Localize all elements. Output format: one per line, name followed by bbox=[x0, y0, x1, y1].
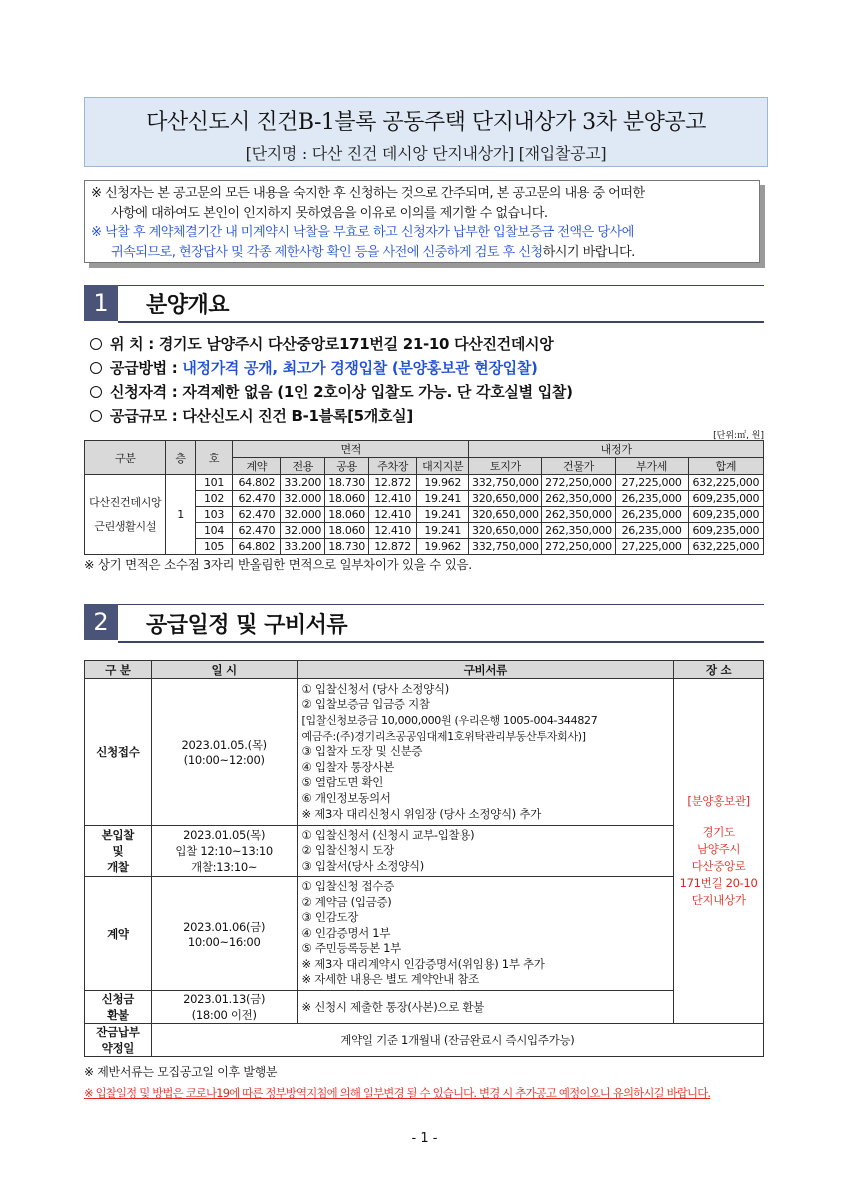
th-sub: 합계 bbox=[688, 458, 763, 475]
document-item: ② 입찰신청시 도장 bbox=[301, 843, 394, 858]
overview-label: 공급방법 bbox=[110, 359, 167, 377]
table-cell: 19.241 bbox=[417, 523, 469, 539]
gubun-cell bbox=[85, 475, 166, 555]
category-cell: 계약 bbox=[85, 877, 152, 991]
category-line: 및 bbox=[112, 844, 124, 858]
time-line: 개찰:13:10~ bbox=[191, 860, 258, 874]
table-cell: 19.962 bbox=[417, 475, 469, 491]
document-item: ※ 제3자 대리신청시 위임장 (당사 소정양식) 추가 bbox=[301, 806, 541, 821]
notice-line-2: 사항에 대하여도 본인이 인지하지 못하였음을 이유로 이의를 제기할 수 없습니다. bbox=[111, 205, 548, 221]
documents-cell bbox=[297, 679, 674, 826]
schedule-row bbox=[85, 991, 764, 1024]
table-cell: 101 bbox=[195, 475, 233, 491]
overview-value: 경기도 남양주시 다산중앙로171번길 21-10 다산진건데시앙 bbox=[158, 335, 554, 353]
table-cell: 632,225,000 bbox=[688, 475, 763, 491]
document-item: ⑥ 개인정보동의서 bbox=[301, 790, 391, 805]
th-sub: 토지가 bbox=[469, 458, 542, 475]
category-line: 잔금납부 bbox=[96, 1025, 140, 1039]
th-sub: 주차장 bbox=[369, 458, 417, 475]
table-cell: 62.470 bbox=[233, 507, 281, 523]
th-sub: 공용 bbox=[325, 458, 369, 475]
table-cell: 609,235,000 bbox=[688, 507, 763, 523]
title-box bbox=[84, 97, 768, 167]
table-cell: 104 bbox=[195, 523, 233, 539]
table-cell: 19.962 bbox=[417, 539, 469, 555]
document-item: ④ 인감증명서 1부 bbox=[301, 925, 391, 940]
th-gubun: 구분 bbox=[85, 441, 166, 475]
schedule-row bbox=[85, 877, 764, 991]
place-line: 경기도 bbox=[702, 825, 735, 839]
section-1-number: 1 bbox=[84, 285, 118, 321]
category-line: 약정일 bbox=[101, 1041, 135, 1055]
page-number: - 1 - bbox=[411, 1131, 438, 1146]
overview-sep: : bbox=[166, 407, 183, 425]
unit-label: [단위:㎡, 원] bbox=[713, 431, 764, 441]
th-price: 내정가 bbox=[469, 441, 764, 458]
overview-sep: : bbox=[166, 359, 183, 377]
section-1-underline bbox=[118, 321, 764, 323]
documents-note: ※ 제반서류는 모집공고일 이후 발행분 bbox=[84, 1065, 278, 1079]
place-line: 171번길 20-10 bbox=[679, 876, 758, 890]
document-item: ※ 자세한 내용은 별도 계약안내 참조 bbox=[301, 972, 479, 987]
table-cell: 332,750,000 bbox=[469, 475, 542, 491]
overview-sep: : bbox=[166, 383, 183, 401]
table-cell: 18.060 bbox=[325, 523, 369, 539]
table-cell: 19.241 bbox=[417, 507, 469, 523]
table-cell: 26,235,000 bbox=[615, 491, 688, 507]
th-area: 면적 bbox=[233, 441, 469, 458]
place-cell bbox=[674, 679, 764, 1024]
table-cell: 320,650,000 bbox=[469, 507, 542, 523]
merged-cell: 계약일 기준 1개월내 (잔금완료시 즉시입주가능) bbox=[151, 1024, 763, 1057]
category-line: 환불 bbox=[107, 1008, 129, 1022]
schedule-row bbox=[85, 1024, 764, 1057]
table-cell: 26,235,000 bbox=[615, 507, 688, 523]
table-cell: 62.470 bbox=[233, 523, 281, 539]
schedule-row bbox=[85, 679, 764, 826]
table-cell: 332,750,000 bbox=[469, 539, 542, 555]
document-item: ③ 입찰자 도장 및 신분증 bbox=[301, 744, 423, 759]
document-item: ※ 제3자 대리계약시 인감증명서(위임용) 1부 추가 bbox=[301, 956, 545, 971]
gubun-line-2: 근린생활시설 bbox=[94, 519, 157, 533]
document-item: 예금주:(주)경기리츠공공임대제1호위탁관리부동산투자회사)] bbox=[301, 729, 586, 743]
place-line: 다산중앙로 bbox=[691, 859, 746, 873]
table-cell: 18.060 bbox=[325, 507, 369, 523]
table-cell: 64.802 bbox=[233, 475, 281, 491]
document-item: ⑤ 열람도면 확인 bbox=[301, 775, 384, 790]
time-line: 10:00~16:00 bbox=[187, 934, 261, 949]
table-cell: 609,235,000 bbox=[688, 523, 763, 539]
th-sub: 건물가 bbox=[542, 458, 615, 475]
price-table bbox=[84, 440, 764, 555]
date-line: 2023.01.05(목) bbox=[183, 828, 266, 842]
document-item: ② 계약금 (입금증) bbox=[301, 894, 392, 909]
th-place: 장 소 bbox=[674, 661, 764, 679]
th-sub: 전용 bbox=[281, 458, 325, 475]
document-item: ③ 인감도장 bbox=[301, 910, 359, 925]
notice-box bbox=[84, 180, 760, 263]
table-cell: 272,250,000 bbox=[542, 539, 615, 555]
table-cell: 18.730 bbox=[325, 475, 369, 491]
section-2-underline bbox=[118, 641, 764, 643]
schedule-table bbox=[84, 660, 764, 1057]
category-cell bbox=[85, 826, 152, 877]
section-1-topline bbox=[118, 285, 764, 286]
table-cell: 12.410 bbox=[369, 523, 417, 539]
category-cell bbox=[85, 1024, 152, 1057]
notice-line-1: ※ 신청자는 본 공고문의 모든 내용을 숙지한 후 신청하는 것으로 간주되며, 본 공고문의 내용 중 어떠한 bbox=[91, 186, 645, 201]
page-subtitle: [단지명 : 다산 진건 데시앙 단지내상가] [재입찰공고] bbox=[245, 144, 607, 163]
table-cell: 262,350,000 bbox=[542, 507, 615, 523]
table-cell: 18.730 bbox=[325, 539, 369, 555]
category-line: 신청금 bbox=[101, 992, 135, 1006]
table-cell: 32.000 bbox=[281, 491, 325, 507]
th-datetime: 일 시 bbox=[151, 661, 297, 679]
datetime-cell bbox=[151, 991, 297, 1024]
datetime-cell bbox=[151, 877, 297, 991]
gubun-line-1: 다산진건데시앙 bbox=[89, 495, 162, 509]
table-cell: 320,650,000 bbox=[469, 491, 542, 507]
table-cell: 32.000 bbox=[281, 507, 325, 523]
documents-cell bbox=[297, 826, 674, 877]
section-2-title: 공급일정 및 구비서류 bbox=[146, 613, 348, 638]
table-row bbox=[85, 475, 764, 491]
table-cell: 27,225,000 bbox=[615, 475, 688, 491]
overview-sep: : bbox=[143, 335, 159, 353]
datetime-cell bbox=[151, 679, 297, 826]
document-item: ④ 입찰자 통장사본 bbox=[301, 759, 394, 774]
document-item: ① 입찰신청서 (당사 소정양식) bbox=[301, 681, 449, 696]
overview-qualification bbox=[90, 381, 573, 402]
overview-label: 공급규모 bbox=[110, 407, 167, 425]
schedule-row bbox=[85, 826, 764, 877]
th-category: 구 분 bbox=[85, 661, 152, 679]
document-item: [입찰신청보증금 10,000,000원 (우리은행 1005-004-344827 bbox=[301, 714, 598, 728]
table-cell: 33.200 bbox=[281, 475, 325, 491]
table-cell: 62.470 bbox=[233, 491, 281, 507]
overview-value: 내정가격 공개, 최고가 경쟁입찰 (분양홍보관 현장입찰) bbox=[182, 359, 538, 377]
overview-supply-method bbox=[90, 357, 538, 378]
category-line: 본입찰 bbox=[101, 828, 135, 842]
table-cell: 262,350,000 bbox=[542, 491, 615, 507]
overview-value: 다산신도시 진건 B-1블록[5개호실] bbox=[182, 407, 413, 425]
table-cell: 12.410 bbox=[369, 507, 417, 523]
notice-line-3: ※ 낙찰 후 계약체결기간 내 미계약시 낙찰을 무효로 하고 신청자가 납부한 입찰보증금 전액은 당사에 bbox=[91, 225, 634, 240]
place-line: 남양주시 bbox=[696, 842, 741, 856]
overview-scale bbox=[90, 405, 413, 426]
table-cell: 12.410 bbox=[369, 491, 417, 507]
th-sub: 대지지분 bbox=[417, 458, 469, 475]
th-sub: 계약 bbox=[233, 458, 281, 475]
time-line: (10:00~12:00) bbox=[183, 753, 265, 767]
circle-bullet-icon bbox=[90, 338, 102, 350]
place-line: 단지내상가 bbox=[691, 893, 746, 907]
floor-cell: 1 bbox=[166, 475, 195, 555]
table-cell: 262,350,000 bbox=[542, 523, 615, 539]
th-documents: 구비서류 bbox=[297, 661, 674, 679]
date-line: 2023.01.13(금) bbox=[183, 992, 266, 1006]
schedule-change-note: ※ 입찰일정 및 방법은 코로나19에 따른 정부방역지침에 의해 일부변경 될 수 있습니다. 변경 시 추가공고 예정이오니 유의하시길 바랍니다. bbox=[84, 1086, 711, 1100]
table-cell: 102 bbox=[195, 491, 233, 507]
notice-line-4-black: 하시기 바랍니다. bbox=[542, 244, 635, 260]
document-item: ① 입찰신청서 (신청시 교부-입찰용) bbox=[301, 827, 475, 842]
date-line: 2023.01.05.(목) bbox=[181, 738, 267, 752]
table-cell: 32.000 bbox=[281, 523, 325, 539]
time-line: (18:00 이전) bbox=[191, 1008, 257, 1022]
overview-value: 자격제한 없음 (1인 2호이상 입찰도 가능. 단 각호실별 입찰) bbox=[182, 383, 573, 401]
documents-cell: ※ 신청시 제출한 통장(사본)으로 환불 bbox=[297, 991, 674, 1024]
table-cell: 609,235,000 bbox=[688, 491, 763, 507]
circle-bullet-icon bbox=[90, 386, 102, 398]
table-cell: 632,225,000 bbox=[688, 539, 763, 555]
circle-bullet-icon bbox=[90, 362, 102, 374]
table-cell: 12.872 bbox=[369, 475, 417, 491]
notice-line-4-blue: 귀속되므로, 현장답사 및 각종 제한사항 확인 등을 사전에 신중하게 검토 후 신청 bbox=[111, 244, 543, 260]
section-1-title: 분양개요 bbox=[146, 293, 230, 318]
overview-label: 신청자격 bbox=[110, 383, 167, 401]
datetime-cell bbox=[151, 826, 297, 877]
table-cell: 19.241 bbox=[417, 491, 469, 507]
area-footnote: ※ 상기 면적은 소수점 3자리 반올림한 면적으로 일부차이가 있을 수 있음. bbox=[84, 557, 472, 572]
table-cell: 18.060 bbox=[325, 491, 369, 507]
date-line: 2023.01.06(금) bbox=[183, 919, 266, 934]
page-title: 다산신도시 진건B-1블록 공동주택 단지내상가 3차 분양공고 bbox=[146, 110, 706, 135]
documents-cell bbox=[297, 877, 674, 991]
table-cell: 320,650,000 bbox=[469, 523, 542, 539]
document-item: ② 입찰보증금 입금증 지참 bbox=[301, 697, 430, 712]
table-cell: 27,225,000 bbox=[615, 539, 688, 555]
overview-label: 위 치 bbox=[110, 335, 144, 353]
table-cell: 103 bbox=[195, 507, 233, 523]
document-item: ⑤ 주민등록등본 1부 bbox=[301, 941, 401, 956]
table-cell: 105 bbox=[195, 539, 233, 555]
overview-location bbox=[90, 333, 553, 354]
section-2-topline bbox=[118, 604, 764, 605]
category-cell bbox=[85, 991, 152, 1024]
place-line: [분양홍보관] bbox=[687, 794, 750, 808]
th-floor: 층 bbox=[166, 441, 195, 475]
place-spacer bbox=[677, 810, 760, 824]
section-2-number: 2 bbox=[84, 604, 118, 640]
notice-line-4 bbox=[91, 243, 753, 263]
circle-bullet-icon bbox=[90, 410, 102, 422]
th-ho: 호 bbox=[195, 441, 233, 475]
category-line: 개찰 bbox=[107, 860, 129, 874]
table-cell: 64.802 bbox=[233, 539, 281, 555]
time-line: 입찰 12:10~13:10 bbox=[175, 844, 273, 858]
th-sub: 부가세 bbox=[615, 458, 688, 475]
table-cell: 26,235,000 bbox=[615, 523, 688, 539]
document-item: ③ 입찰서(당사 소정양식) bbox=[301, 858, 424, 873]
document-item: ① 입찰신청 접수증 bbox=[301, 878, 394, 893]
category-cell: 신청접수 bbox=[85, 679, 152, 826]
table-cell: 33.200 bbox=[281, 539, 325, 555]
table-cell: 272,250,000 bbox=[542, 475, 615, 491]
table-cell: 12.872 bbox=[369, 539, 417, 555]
